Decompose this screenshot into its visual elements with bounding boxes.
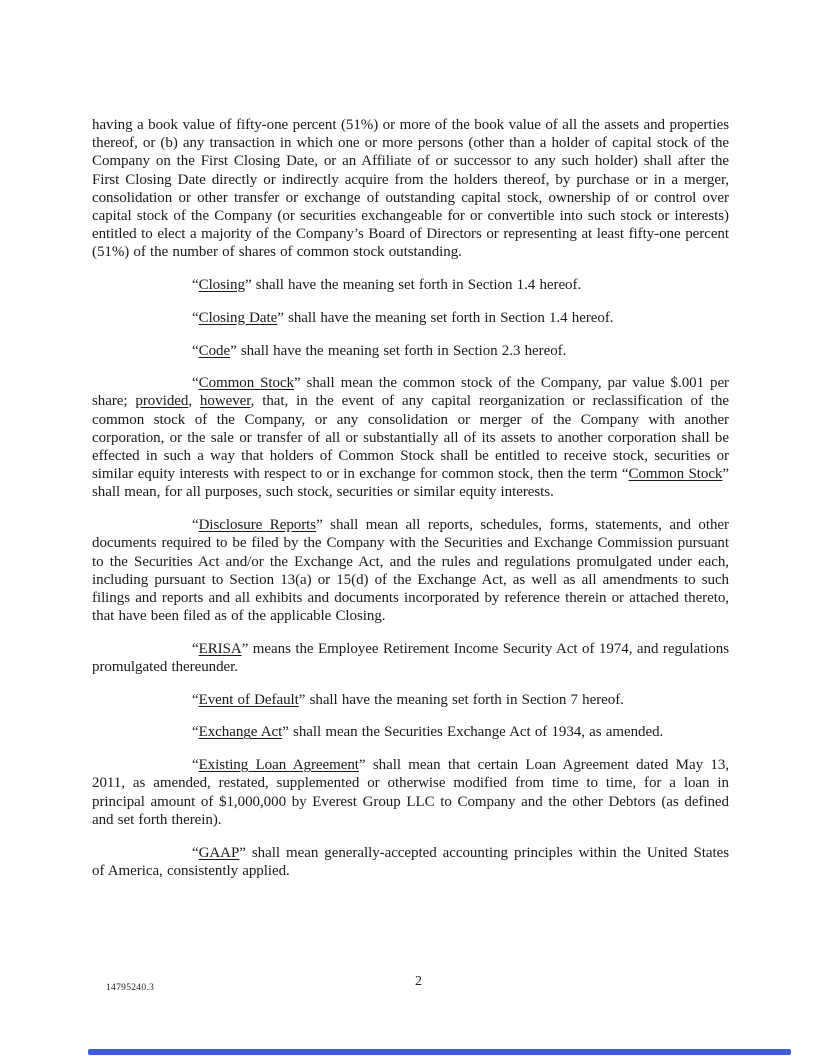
page-footer <box>0 972 817 1002</box>
defined-term: Closing <box>198 277 245 294</box>
text-run: ” means the Employee Retirement Income Security Act of 1974, and regulations promulgated thereunder. <box>92 640 729 676</box>
paragraph <box>92 309 729 327</box>
text-run: ” shall have the meaning set forth in Section 7 hereof. <box>298 691 624 708</box>
paragraph <box>92 640 729 676</box>
document-body <box>92 116 729 894</box>
defined-term: Common Stock <box>628 466 723 483</box>
defined-term: Event of Default <box>198 691 299 708</box>
text-run: ” shall mean, for all purposes, such stock, securities or similar equity interests. <box>92 466 729 501</box>
paragraph <box>92 116 729 262</box>
defined-term: Common Stock <box>198 375 295 392</box>
text-run: ” shall have the meaning set forth in Section 1.4 hereof. <box>244 277 582 294</box>
text-run: “ <box>192 640 199 657</box>
text-run: , that, in the event of any capital reorganization or reclassification of the common stock of the Company, or any consolidation or merger of the Company with another corporation, or the sale or transfer of all or substantially all of its assets to another corporation shall be effected in such a way that holders of Common Stock shall be entitled to receive stock, securities or similar equity interests with respect to or in exchange for common stock, then the term “ <box>92 393 730 483</box>
text-run: ” shall mean the Securities Exchange Act of 1934, as amended. <box>282 724 664 741</box>
text-run: ” shall have the meaning set forth in Section 2.3 hereof. <box>230 342 567 359</box>
text-run: ” shall mean all reports, schedules, forms, statements, and other documents required to be filed by the Company with the Securities and Exchange Commission pursuant to the Securities Act and/or the Exchange Act, and the rules and regulations promulgated under each, including pursuant to Section 13(a) or 15(d) of the Exchange Act, as well as all amendments to such filings and reports and all exhibits and documents incorporated by reference therein or attached thereto, that have been filed as of the applicable Closing. <box>92 517 729 625</box>
text-run: “ <box>192 844 199 861</box>
text-run: ” shall mean the common stock of the Company, par value $.001 per share; <box>92 375 729 410</box>
text-run: , <box>188 393 200 410</box>
defined-term: Exchange Act <box>198 724 283 741</box>
paragraph <box>92 342 729 360</box>
text-run: having a book value of fifty-one percent (51%) or more of the book value of all the assets and properties thereof, or (b) any transaction in which one or more persons (other than a holder of capital stock of the Company on the First Closing Date, or an Affiliate of or successor to any such holder) shall after the First Closing Date directly or indirectly acquire from the holders thereof, by purchase or in a merger, consolidation or other transfer or exchange of outstanding capital stock, ownership of or control over capital stock of the Company (or securities exchangeable for or convertible into such stock or interests) entitled to elect a majority of the Company’s Board of Directors or representing at least fifty-one percent (51%) of the number of shares of common stock outstanding. <box>92 117 729 261</box>
defined-term: GAAP <box>198 844 240 861</box>
paragraph <box>92 516 729 625</box>
bottom-accent-bar <box>88 1049 791 1055</box>
text-run: “ <box>192 724 199 741</box>
paragraph <box>92 844 729 880</box>
document-control-number: 14795240.3 <box>106 983 155 993</box>
paragraph <box>92 756 729 829</box>
defined-term: Closing Date <box>198 309 278 326</box>
text-run: “ <box>192 517 199 534</box>
defined-term: Existing Loan Agreement <box>198 757 359 774</box>
defined-term: provided <box>135 393 189 410</box>
defined-term: Code <box>198 342 231 359</box>
paragraph <box>92 723 729 741</box>
defined-term: Disclosure Reports <box>198 517 317 534</box>
text-run: ” shall have the meaning set forth in Section 1.4 hereof. <box>277 309 614 326</box>
defined-term: however <box>199 393 251 410</box>
paragraph <box>92 374 729 501</box>
paragraph <box>92 691 729 709</box>
defined-term: ERISA <box>198 640 242 657</box>
text-run: “ <box>192 342 199 359</box>
text-run: ” shall mean generally-accepted accounting principles within the United States of America, consistently applied. <box>92 844 729 879</box>
paragraph <box>92 276 729 294</box>
text-run: “ <box>192 757 199 774</box>
page-number: 2 <box>415 974 422 989</box>
text-run: “ <box>192 375 199 392</box>
text-run: ” shall mean that certain Loan Agreement dated May 13, 2011, as amended, restated, supplemented or otherwise modified from time to time, for a loan in principal amount of $1,000,000 by Everest Group LLC to Company and the other Debtors (as defined and set forth therein). <box>92 757 729 828</box>
text-run: “ <box>192 309 199 326</box>
text-run: “ <box>192 691 199 708</box>
text-run: “ <box>192 277 199 294</box>
